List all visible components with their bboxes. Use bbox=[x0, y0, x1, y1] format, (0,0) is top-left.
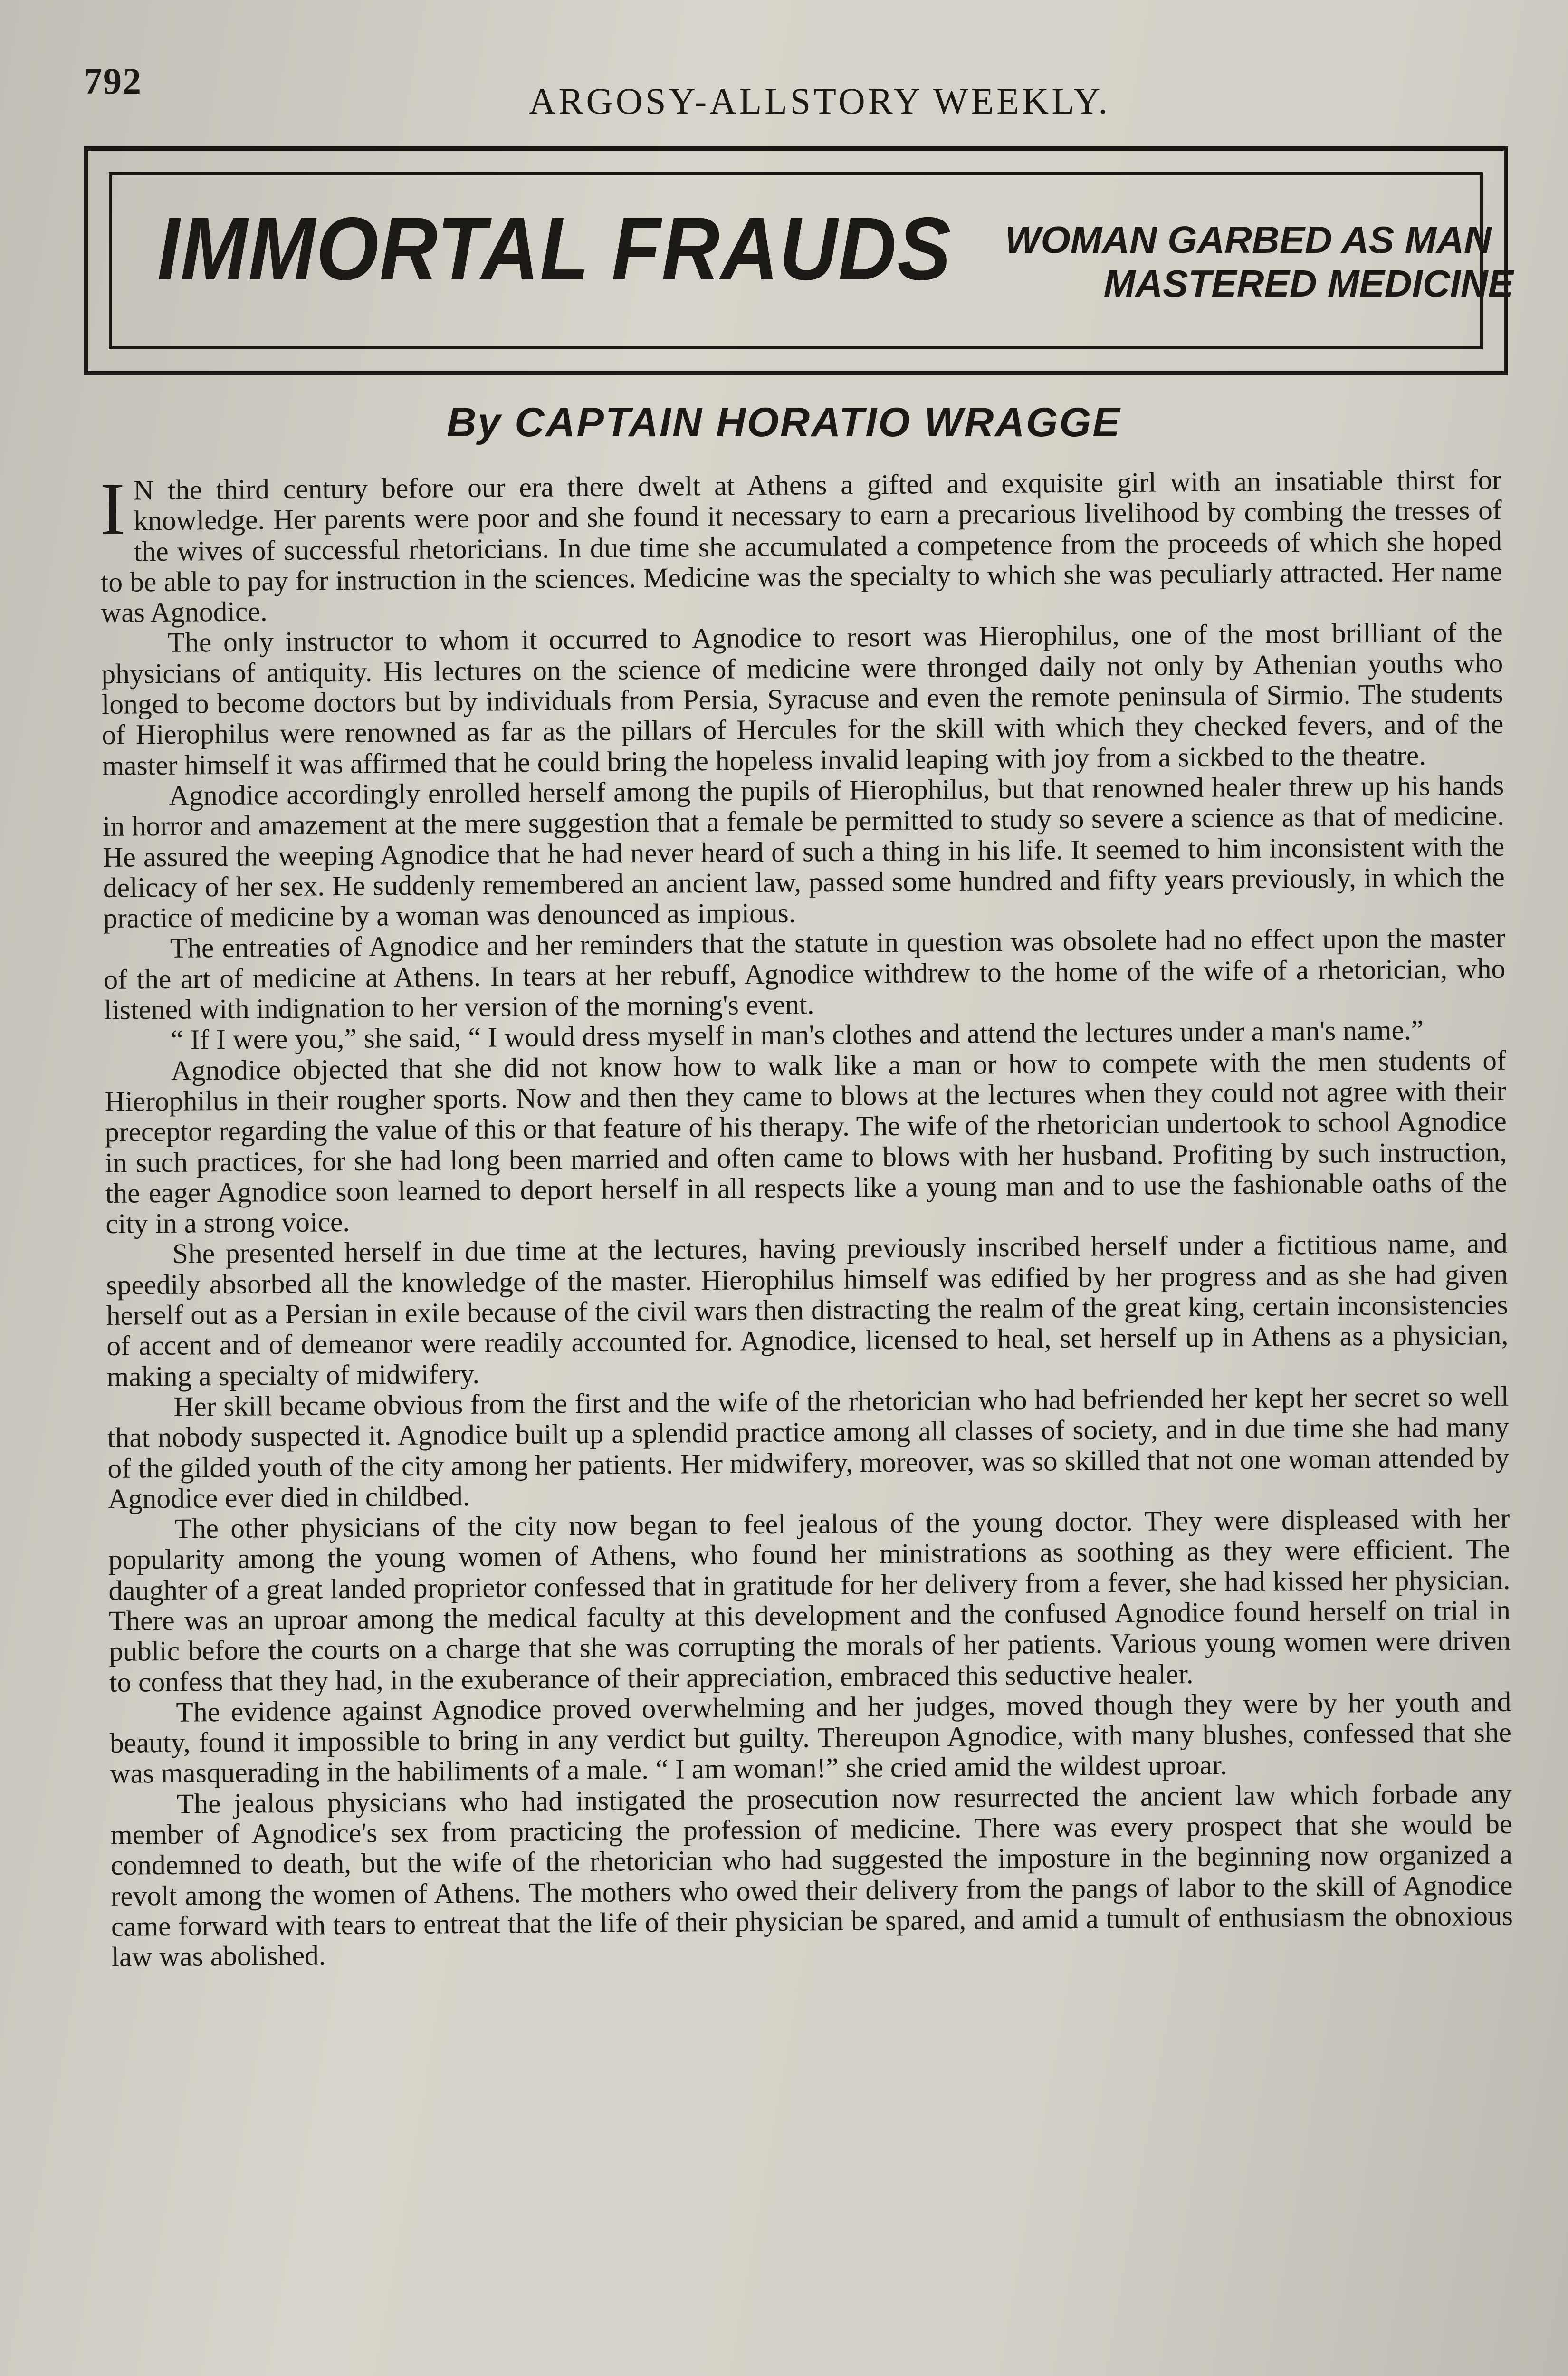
article-title: IMMORTAL FRAUDS bbox=[157, 199, 952, 298]
paragraph-5: “ If I were you,” she said, “ I would dress myself in man's clothes and attend the lectures under a man's name.” bbox=[171, 1014, 1424, 1056]
article-body bbox=[100, 464, 1513, 1973]
title-box-inner-frame bbox=[109, 172, 1513, 349]
subtitle-line-1: WOMAN GARBED AS MAN bbox=[1005, 219, 1492, 261]
paragraph-8: Her skill became obvious from the first and the wife of the rhetorician who had befriended her kept her secret so well that nobody suspected it. Agnodice built up a splendid practice among all classes of society, and in due time she had many of the gilded youth of the city among her patients. Her midwifery, moreover, was so skilled that not one woman attended by Agnodice ever died in childbed. bbox=[107, 1380, 1510, 1514]
paragraph-10: The evidence against Agnodice proved overwhelming and her judges, moved though they were by her youth and beauty, found it impossible to bring in any verdict but guilty. Thereupon Agnodice, with many blushes, confessed that she was masquerading in the habiliments of a male. “ I am woman!” she cried amid the wildest uproar. bbox=[109, 1686, 1512, 1790]
page-number: 792 bbox=[84, 60, 142, 102]
title-box bbox=[84, 146, 1513, 375]
article-subtitle bbox=[1000, 218, 1513, 306]
paragraph-3: Agnodice accordingly enrolled herself among the pupils of Hierophilus, but that renowned healer threw up his hands in horror and amazement at the mere suggestion that a female be permitted to study so severe a science as that of medicine. He assured the weeping Agnodice that he had never heard of such a thing in his life. It seemed to him inconsistent with the delicacy of her sex. He suddenly remembered an ancient law, passed some hundred and fifty years previously, in which the practice of medicine by a woman was denounced as impious. bbox=[102, 769, 1505, 934]
paragraph-6: Agnodice objected that she did not know how to walk like a man or how to compete with the men students of Hierophilus in their rougher sports. Now and then they came to blows at the lectures when they could not agree with their preceptor regarding the value of this or that feature of his therapy. The wife of the rhetorician undertook to school Agnodice in such practices, for she had long been married and often came to blows with her husband. Profiting by such instruction, the eager Agnodice soon learned to deport herself in all respects like a young man and to use the fashionable oaths of the city in a strong voice. bbox=[105, 1044, 1508, 1240]
paragraph-9: The other physicians of the city now began to feel jealous of the young doctor. They were displeased with her popularity among the young women of Athens, who found her ministrations as soothing as they were efficient. The daughter of a great landed proprietor confessed that in gratitude for her delivery from a fever, she had kissed her physician. There was an uproar among the medical faculty at this development and the confused Agnodice found herself on trial in public before the courts on a charge that she was corrupting the morals of her patients. Various young women were driven to confess that they had, in the exuberance of their appreciation, embraced this seductive healer. bbox=[108, 1502, 1511, 1698]
byline: By CAPTAIN HORATIO WRAGGE bbox=[447, 400, 1121, 445]
running-head: ARGOSY-ALLSTORY WEEKLY. bbox=[529, 80, 1110, 122]
paragraph-7: She presented herself in due time at the lectures, having previously inscribed herself under a fictitious name, and speedily absorbed all the knowledge of the master. Hierophilus himself was edified by her progress and as she had given herself out as a Persian in exile because of the civil wars then distracting the realm of the great king, certain inconsistencies of accent and of demeanor were readily accounted for. Agnodice, licensed to heal, set herself up in Athens as a physician, making a specialty of midwifery. bbox=[106, 1227, 1509, 1392]
paragraph-2: The only instructor to whom it occurred to Agnodice to resort was Hierophilus, one of the most brilliant of the physicians of antiquity. His lectures on the science of medicine were thronged daily not only by Athenian youths who longed to become doctors but by individuals from Persia, Syracuse and even the remote peninsula of Sirmio. The students of Hierophilus were renowned as far as the pillars of Hercules for the skill with which they checked fevers, and of the master himself it was affirmed that he could bring the hopeless invalid leaping with joy from a sickbed to the theatre. bbox=[101, 616, 1504, 781]
paragraph-text: N the third century before our era there dwelt at Athens a gifted and exquisite girl with an insatiable thirst for knowledge. Her parents were poor and she found it necessary to earn a precarious livelihood by combing the tresses of the wives of successful rhetoricians. In due time she accumulated a competence from the proceeds of which she hoped to be able to pay for instruction in the sciences. Medicine was the specialty to which she was peculiarly attracted. Her name was Agnodice. bbox=[100, 463, 1502, 629]
paragraph-1 bbox=[100, 464, 1502, 628]
drop-cap: I bbox=[99, 467, 125, 551]
paragraph-11: The jealous physicians who had instigated the prosecution now resurrected the ancient law which forbade any member of Agnodice's sex from practicing the profession of medicine. There was every prospect that she would be condemned to death, but the wife of the rhetorician who had suggested the imposture in the beginning now organized a revolt among the women of Athens. The mothers who owed their delivery from the pangs of labor to the skill of Agnodice came forward with tears to entreat that the life of their physician be spared, and amid a tumult of enthusiasm the obnoxious law was abolished. bbox=[110, 1777, 1513, 1973]
paragraph-4: The entreaties of Agnodice and her reminders that the statute in question was obsolete had no effect upon the master of the art of medicine at Athens. In tears at her rebuff, Agnodice withdrew to the home of the wife of a rhetorician, who listened with indignation to her version of the morning's event. bbox=[104, 922, 1506, 1026]
subtitle-line-2: MASTERED MEDICINE bbox=[1103, 262, 1513, 305]
